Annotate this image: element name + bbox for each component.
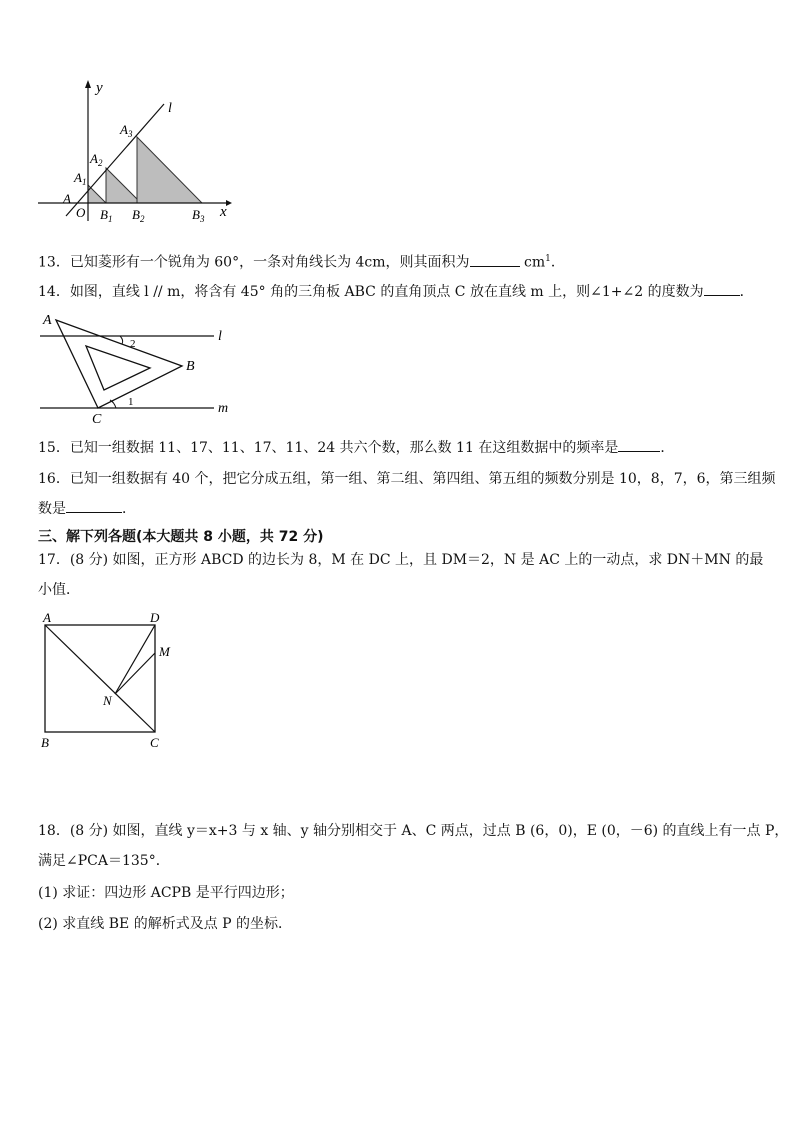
angle-1-label: 1 [128, 396, 134, 408]
figure-parallel-lines-triangle [36, 310, 246, 430]
unit-superscript: 1 [545, 254, 551, 264]
point-a1-label: $A_1$ [74, 170, 87, 187]
question-15: 15．已知一组数据 11、17、11、17、11、24 共六个数，那么数 11 在这组数据中的频率是 ． [38, 437, 674, 458]
question-13: 13．已知菱形有一个锐角为 60°，一条对角线长为 4cm，则其面积为 $cm^1$． [38, 249, 565, 273]
answer-blank [470, 252, 520, 267]
question-18-part-2: (2) 求直线 BE 的解析式及点 P 的坐标． [38, 916, 293, 932]
question-16-line-2: 数是 ． [38, 498, 136, 519]
point-b2-label: $B_2$ [132, 207, 145, 224]
line-m-label: m [218, 401, 229, 416]
section-header: 三、解下列各题(本大题共 8 小题，共 72 分) [38, 529, 324, 545]
point-a-label: A [63, 191, 71, 206]
unit: cm [524, 254, 546, 271]
point-c-label: C [150, 735, 159, 750]
figure-square-abcd [36, 610, 186, 752]
question-18-line-1: 18．(8 分) 如图，直线 y＝x+3 与 x 轴、y 轴分别相交于 A、C 两点，过点 B (6，0)，E (0，－6) 的直线上有一点 P， [38, 823, 789, 839]
answer-blank [618, 437, 660, 452]
triangle-abc [56, 320, 182, 408]
inner-triangle [86, 346, 150, 390]
point-c-label: C [92, 412, 102, 427]
line-l-label: l [218, 329, 222, 344]
angle-2-arc [120, 336, 123, 344]
question-15-text: 15．已知一组数据 11、17、11、17、11、24 共六个数，那么数 11 在这组数据中的频率是 [38, 440, 619, 456]
origin-label: O [76, 205, 86, 220]
point-m-label: M [159, 644, 170, 659]
answer-blank [704, 281, 740, 296]
point-a-label: A [43, 610, 51, 625]
answer-blank [66, 498, 122, 513]
point-b-label: B [41, 735, 49, 750]
shaded-triangles [88, 137, 202, 203]
point-b1-label: $B_1$ [100, 207, 113, 224]
point-a2-label: $A_2$ [90, 151, 103, 168]
question-14: 14．如图，直线 l // m，将含有 45° 角的三角板 ABC 的直角顶点 C 放在直线 m 上，则∠1+∠2 的度数为 ． [38, 281, 754, 302]
y-axis-label: y [96, 80, 103, 96]
question-16-line-1: 16．已知一组数据有 40 个，把它分成五组，第一组、第二组、第四组、第五组的频数分别是 10，8，7，6，第三组频 [38, 471, 776, 487]
question-13-text: 13．已知菱形有一个锐角为 60°，一条对角线长为 4cm，则其面积为 [38, 254, 470, 271]
question-18-part-1: (1) 求证：四边形 ACPB 是平行四边形； [38, 885, 294, 901]
point-b-label: B [186, 359, 195, 374]
point-a-label: A [43, 313, 52, 328]
point-b3-label: $B_3$ [192, 207, 205, 224]
question-17-line-2: 小值． [38, 582, 80, 598]
line-l-label: l [168, 101, 172, 116]
question-18-line-2: 满足∠PCA＝135°． [38, 853, 170, 869]
figure-coordinate-triangles [36, 76, 236, 226]
point-n-label: N [103, 693, 112, 708]
x-axis-label: x [220, 204, 227, 220]
angle-2-label: 2 [130, 338, 136, 350]
point-d-label: D [150, 610, 160, 625]
diagonal-ac [45, 625, 155, 732]
question-17-line-1: 17．(8 分) 如图，正方形 ABCD 的边长为 8，M 在 DC 上，且 DM＝2，N 是 AC 上的一动点，求 DN＋MN 的最 [38, 552, 764, 568]
point-a3-label: $A_3$ [120, 122, 133, 139]
question-14-text: 14．如图，直线 l // m，将含有 45° 角的三角板 ABC 的直角顶点 C 放在直线 m 上，则∠1+∠2 的度数为 [38, 284, 704, 300]
